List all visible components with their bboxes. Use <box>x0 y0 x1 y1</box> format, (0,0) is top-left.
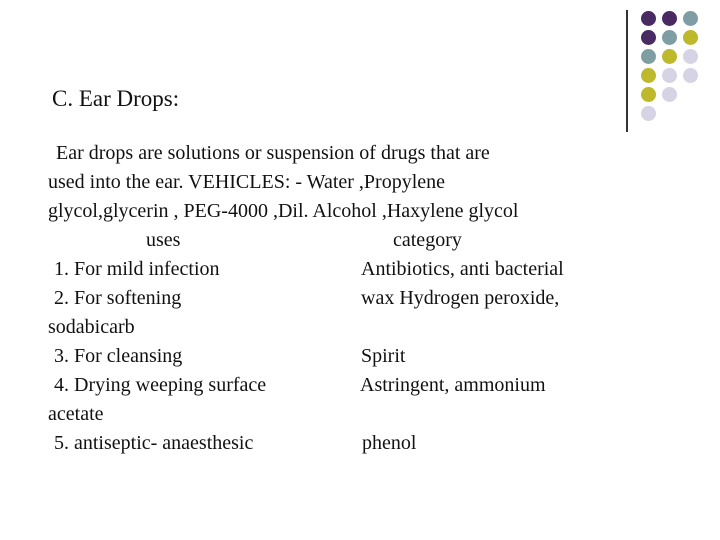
row-category: wax Hydrogen peroxide, <box>361 287 560 309</box>
dot <box>641 87 656 102</box>
row-continuation: sodabicarb <box>48 316 135 338</box>
intro-line: glycol,glycerin , PEG-4000 ,Dil. Alcohol ,Haxylene glycol <box>48 200 519 222</box>
row-use: 2. For softening <box>54 287 182 309</box>
dot <box>641 68 656 83</box>
dot <box>683 68 698 83</box>
dot <box>641 49 656 64</box>
vertical-divider <box>626 10 628 132</box>
row-category: Spirit <box>361 345 406 367</box>
page-title: C. Ear Drops: <box>52 86 180 111</box>
dot <box>662 68 677 83</box>
dot <box>662 30 677 45</box>
uses-header: uses <box>146 229 181 251</box>
row-use: 5. antiseptic- anaesthesic <box>54 432 254 454</box>
row-continuation: acetate <box>48 403 104 425</box>
dot <box>683 11 698 26</box>
dot <box>683 49 698 64</box>
intro-line: Ear drops are solutions or suspension of drugs that are <box>56 142 490 164</box>
category-header: category <box>393 229 462 251</box>
row-category: Astringent, ammonium <box>360 374 546 396</box>
dot <box>662 87 677 102</box>
dot <box>683 30 698 45</box>
dot <box>641 30 656 45</box>
row-category: Antibiotics, anti bacterial <box>361 258 564 280</box>
intro-line: used into the ear. VEHICLES: - Water ,Propylene <box>48 171 446 193</box>
row-use: 1. For mild infection <box>54 258 220 280</box>
dot <box>641 106 656 121</box>
row-category: phenol <box>362 432 417 454</box>
dot <box>662 49 677 64</box>
row-use: 4. Drying weeping surface <box>54 374 267 396</box>
row-use: 3. For cleansing <box>54 345 183 367</box>
dot <box>641 11 656 26</box>
dot <box>662 11 677 26</box>
